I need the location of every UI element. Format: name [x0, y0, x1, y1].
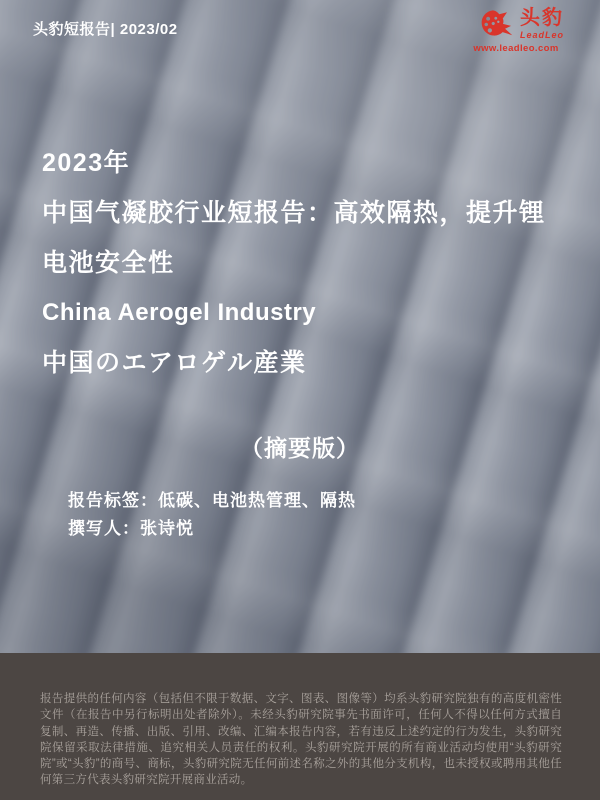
title-cn-line1: 中国气凝胶行业短报告：高效隔热，提升锂 [42, 199, 546, 227]
leopard-icon [480, 8, 514, 40]
title-block [42, 138, 580, 388]
title-jp: 中国のエアロゲル産業 [42, 349, 307, 377]
edition-label: （摘要版） [240, 435, 360, 461]
report-tags-line: 报告标签：低碳、电池热管理、隔热 [68, 491, 356, 510]
title-cn-line2: 电池安全性 [42, 249, 175, 277]
title-en: China Aerogel Industry [42, 299, 317, 326]
report-series-label: 头豹短报告| 2023/02 [33, 21, 178, 38]
report-meta [68, 487, 356, 543]
report-author-line: 撰写人：张诗悦 [68, 519, 194, 538]
logo-brand-en: LeadLeo [519, 30, 564, 40]
disclaimer-text: 报告提供的任何内容（包括但不限于数据、文字、图表、图像等）均系头豹研究院独有的高度机密性文件（在报告中另行标明出处者除外）。未经头豹研究院事先书面许可，任何人不得以任何方式擅自复制、再造、传播、出版、引用、改编、汇编本报告内容，若有违反上述约定的行为发生，头豹研究院保留采取法律措施、追究相关人员责任的权利。头豹研究院开展的所有商业活动均使用“头豹研究院”或“头豹”的商号、商标，头豹研究院无任何前述名称之外的其他分支机构，也未授权或聘用其他任何第三方代表头豹研究院开展商业活动。 [40, 693, 562, 787]
disclaimer-footer [0, 653, 600, 800]
leadleo-logo [468, 8, 564, 54]
title-year: 2023年 [42, 149, 131, 177]
logo-brand-cn: 头豹 [519, 7, 564, 29]
logo-website-link[interactable]: www.leadleo.com [473, 43, 559, 54]
